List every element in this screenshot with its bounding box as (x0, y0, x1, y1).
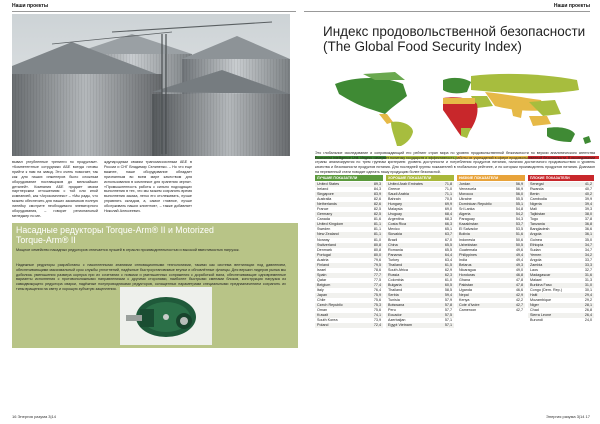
country-score: 53,7 (515, 222, 523, 227)
country-score: 74,1 (373, 313, 381, 318)
country-name: Uruguay (388, 212, 402, 217)
country-name: Venezuela (459, 187, 477, 192)
ranking-header: ХОРОШИЕ ПОКАЗАТЕЛИ (386, 175, 454, 181)
country-name: Israel (317, 267, 327, 272)
ranking-column (315, 175, 383, 405)
country-name: New Zealand (317, 232, 339, 237)
country-name: Dominican Republic (459, 202, 492, 207)
country-name: Egypt Vietnam (388, 323, 412, 328)
country-name: Senegal (530, 182, 544, 186)
country-score: 29,4 (584, 293, 592, 298)
section-label: Наши проекты (12, 3, 49, 9)
country-score: 67,0 (444, 237, 452, 242)
country-score: 42,7 (515, 303, 523, 308)
country-score: 81,6 (373, 217, 381, 222)
country-score: 65,5 (444, 242, 452, 247)
country-score: 33,7 (584, 257, 592, 262)
country-score: 77,7 (373, 272, 381, 277)
country-score: 55,1 (515, 202, 523, 207)
country-score: 56,9 (515, 187, 523, 192)
country-name: Finland (317, 262, 330, 267)
country-name: Norway (317, 237, 330, 242)
country-name: Pakistan (459, 282, 474, 287)
country-name: United Arab Emirates (388, 182, 423, 186)
country-name: Thailand (388, 262, 403, 267)
country-score: 68,3 (444, 217, 452, 222)
country-score: 34,7 (584, 242, 592, 247)
country-score: 63,7 (444, 232, 452, 237)
country-score: 70,5 (444, 197, 452, 202)
country-score: 71,0 (444, 187, 452, 192)
country-name: Canada (317, 217, 330, 222)
country-name: Panama (388, 252, 402, 257)
page-footer-left: 16 Энергия разума 3|14 (12, 414, 57, 419)
country-score: 51,6 (515, 232, 523, 237)
page-footer-right: Энергия разума 3|14 17 (545, 414, 590, 419)
country-name: Rwanda (530, 187, 544, 192)
country-name: Germany (317, 212, 333, 217)
country-score: 62,9 (444, 267, 452, 272)
grain-silos-photo (12, 14, 290, 156)
country-name: Togo (530, 217, 538, 222)
ranking-row (315, 323, 383, 328)
country-score: 47,8 (515, 277, 523, 282)
country-name: Haiti (530, 293, 538, 298)
country-name: Jordan (459, 182, 471, 186)
country-name: Algeria (459, 212, 471, 217)
country-name: Colombia (388, 277, 404, 282)
country-score: 50,5 (515, 242, 523, 247)
country-score: 42,7 (515, 308, 523, 313)
country-name: Ethiopia (530, 242, 544, 247)
country-name: Philippines (459, 252, 477, 257)
header-rule (304, 11, 590, 12)
country-score: 75,9 (373, 293, 381, 298)
country-name: Turkey (388, 257, 400, 262)
country-name: Greece (388, 187, 401, 192)
country-name: Tanzania (530, 222, 545, 227)
country-name: Madagascar (530, 272, 551, 277)
country-score: 82,5 (373, 212, 381, 217)
country-name: Chile (317, 298, 326, 303)
country-score: 49,0 (515, 267, 523, 272)
country-name: Malaysia (388, 207, 403, 212)
country-name: Argentina (388, 217, 404, 222)
country-name: Burundi (530, 318, 543, 323)
country-name: Benin (530, 192, 540, 197)
country-score: 31,6 (584, 272, 592, 277)
country-score: 26,4 (584, 313, 592, 318)
country-score: 57,1 (444, 323, 452, 328)
country-score: 40,7 (584, 187, 592, 192)
country-score: 57,7 (444, 308, 452, 313)
country-score: 54,2 (515, 212, 523, 217)
country-score: 68,4 (444, 212, 452, 217)
country-score: 47,8 (515, 282, 523, 287)
country-score: 39,9 (584, 197, 592, 202)
country-name: Spain (317, 272, 327, 277)
country-score: 80,0 (373, 252, 381, 257)
ranking-row (528, 318, 594, 323)
product-description: Надежные редукторы разработаны с накопленными знаниями инновационными технологиями, такими как система вентиляции под давлением, обеспечивающими максимальный срок службы уплотнений, надёжные быстроустановимые втулки и обновлённые фланцы. Для вершин лидеров рынка мы добились уменьшения размера корпуса при их сочетании с новыми и уменьшенных сопряжения с доработкой вала, обеспечивающие одновременные варианты исполнения с противоположными направлениями с другими сторонами, наиболее быстрыми сменами блоков, конструкция нагрузка из самодвижущего редуктора сварки, надёжные полупроводниками редукторов, оснащенных параметрами специальными предназначением сохранить их типы вращения на свету и хорошую зубчатую зацепления. (16, 263, 286, 291)
country-score: 53,5 (515, 227, 523, 232)
intro-text: Это глобальное исследование и сопровождающий его рейтинг стран мира по уровню продовольственной безопасности по версии аналитического агентства Economist Intelligence Unit. Индекс измеряет политику государств и эффективность работы их учреждений в сфере продовольственной безопасности. В исследовании страны анализируются по трем группам критериев: уровень доступности и потребления продуктов питания, наличия достаточного продовольствия и уровень качества и безопасности продуктов питания. Для последней группы показателей в глобальном рейтинге, и по которым производитель продуктов питания. Диапазон на переменный стати поводит сделать нашу продукцию более безопасной. (315, 151, 595, 174)
country-name: Poland (317, 323, 329, 328)
country-name: Sweden (317, 227, 331, 232)
country-score: 79,6 (373, 257, 381, 262)
country-score: 49,4 (515, 257, 523, 262)
country-name: El Salvador (459, 227, 478, 232)
country-score: 73,9 (373, 318, 381, 323)
country-name: Japan (317, 293, 328, 298)
country-name: United Kingdom (317, 222, 344, 227)
country-name: Angola (530, 232, 542, 237)
country-name: Slovakia (388, 232, 402, 237)
country-name: Russia (388, 272, 400, 277)
country-score: 31,0 (584, 282, 592, 287)
gearbox-image (120, 287, 212, 345)
country-score: 81,1 (373, 227, 381, 232)
ranking-header: ПЛОХИЕ ПОКАЗАТЕЛИ (528, 175, 594, 181)
page-title: Индекс продовольственной безопасности (The Global Food Security Index) (323, 24, 586, 54)
country-score: 46,8 (515, 272, 523, 277)
country-name: Uganda (459, 287, 472, 292)
country-score: 77,4 (373, 282, 381, 287)
country-name: Tunisia (388, 298, 400, 303)
country-name: Zambia (530, 262, 543, 267)
country-name: Indonesia (459, 237, 475, 242)
right-page (300, 0, 600, 424)
country-score: 62,3 (444, 272, 452, 277)
country-score: 28,1 (584, 303, 592, 308)
country-name: Bulgaria (388, 282, 402, 287)
ranking-row (457, 308, 525, 313)
country-score: 61,0 (444, 277, 452, 282)
world-map (315, 70, 599, 146)
country-name: Ukraine (459, 197, 472, 202)
country-score: 75,6 (373, 308, 381, 313)
country-score: 55,5 (515, 197, 523, 202)
country-score: 39,3 (584, 207, 592, 212)
ranking-row (386, 323, 454, 328)
country-score: 49,4 (515, 252, 523, 257)
country-name: Netherlands (317, 202, 337, 207)
section-label: Наши проекты (553, 3, 590, 9)
country-score: 65,5 (444, 247, 452, 252)
country-score: 54,3 (515, 217, 523, 222)
gearbox-illustration (120, 287, 212, 345)
country-name: Bolivia (459, 232, 470, 237)
country-score: 24,0 (584, 318, 592, 323)
country-name: Portugal (317, 252, 331, 257)
country-name: Burkina Faso (530, 282, 552, 287)
country-name: Bahrain (388, 197, 401, 202)
country-score: 84,3 (373, 187, 381, 192)
country-name: Morocco (459, 192, 474, 197)
country-score: 71,8 (444, 182, 452, 186)
country-score: 49,6 (515, 247, 523, 252)
country-name: Ghana (459, 277, 471, 282)
country-score: 69,9 (444, 202, 452, 207)
country-name: France (317, 207, 329, 212)
country-name: Kazakhstan (459, 222, 479, 227)
country-name: United States (317, 182, 340, 186)
ranking-column (386, 175, 454, 405)
country-score: 81,1 (373, 222, 381, 227)
ranking-header: НИЗКИЕ ПОКАЗАТЕЛИ (457, 175, 525, 181)
country-score: 33,3 (584, 262, 592, 267)
country-score: 60,5 (444, 282, 452, 287)
country-score: 54,8 (515, 207, 523, 212)
country-score: 57,9 (444, 298, 452, 303)
country-name: Brazil (388, 237, 398, 242)
ranking-column (457, 175, 525, 405)
country-name: India (459, 257, 467, 262)
country-name: Belgium (317, 282, 331, 287)
article-column-2: ждународным связям трансмиссионным АБЕ в России и СНГ Владимир Селиненко. – Но что еще важнее, наше оборудование обладает признанным во всем мире качеством для использования в комплексе для хранения зерна». «Промышленность работы с сильно подходящих выполнения в тех, что мы можем сохранить время выполнения заказа, легко его отслеживать, лучше управлять складом, а, самое главное, лучше обслуживать наших клиентов», – также добавляет Николай Алексеевич. (104, 160, 192, 214)
country-name: Kuwait (317, 313, 329, 318)
header-rule (12, 11, 296, 12)
country-score: 46,6 (515, 287, 523, 292)
country-name: Laos (530, 267, 538, 272)
country-score: 66,3 (444, 222, 452, 227)
country-name: Yemen (530, 252, 542, 257)
country-score: 29,2 (584, 298, 592, 303)
country-score: 81,1 (373, 232, 381, 237)
country-name: Ecuador (388, 313, 402, 318)
country-name: Singapore (317, 192, 334, 197)
country-score: 36,6 (584, 227, 592, 232)
country-score: 32,7 (584, 267, 592, 272)
country-score: 75,3 (373, 303, 381, 308)
ranking-column (528, 175, 594, 405)
country-score: 42,2 (515, 298, 523, 303)
country-score: 65,1 (444, 227, 452, 232)
country-name: Romania (388, 247, 403, 252)
country-name: Sri Lanka (459, 207, 475, 212)
country-score: 59,4 (444, 293, 452, 298)
country-name: Niger (530, 303, 539, 308)
country-score: 50,6 (515, 237, 523, 242)
country-score: 57,8 (444, 303, 452, 308)
country-score: 42,9 (515, 293, 523, 298)
country-name: Sierra Leone (530, 313, 552, 318)
country-name: Sudan (530, 247, 541, 252)
country-score: 36,1 (584, 232, 592, 237)
country-name: Guinea (530, 237, 542, 242)
country-name: Qatar (317, 277, 327, 282)
country-name: Belarus (459, 262, 472, 267)
country-name: Malawi (530, 277, 542, 282)
country-name: Nepal (459, 293, 469, 298)
country-name: Czech Republic (317, 303, 343, 308)
country-score: 31,3 (584, 277, 592, 282)
country-score: 34,7 (584, 247, 592, 252)
country-score: 56,0 (515, 192, 523, 197)
country-score: 64,4 (444, 252, 452, 257)
country-name: Kenya (459, 298, 470, 303)
country-name: Paraguay (459, 217, 475, 222)
country-name: Mozambique (530, 298, 552, 303)
country-score: 69,0 (444, 207, 452, 212)
country-name: Uzbekistan (459, 242, 478, 247)
country-score: 34,2 (584, 252, 592, 257)
country-score: 81,0 (373, 237, 381, 242)
country-score: 58,5 (444, 287, 452, 292)
country-name: Ireland (317, 187, 329, 192)
country-name: Serbia (388, 293, 399, 298)
country-name: South Korea (317, 318, 338, 323)
country-name: China (388, 242, 398, 247)
country-score: 56,9 (515, 182, 523, 186)
product-title: Насадные редукторы Torque-Arm® II и Motorized Torque-Arm® II (16, 225, 214, 245)
country-name: Costa Rica (388, 222, 407, 227)
country-name: Mali (530, 207, 537, 212)
country-name: Chad (530, 308, 539, 313)
country-name: Austria (317, 257, 329, 262)
country-score: 82,5 (373, 207, 381, 212)
country-name: Saudi Arabia (388, 192, 409, 197)
silos-illustration (12, 14, 290, 156)
country-score: 72,4 (373, 323, 381, 328)
country-score: 89,3 (373, 182, 381, 186)
country-name: Cote d'Ivoire (459, 303, 480, 308)
country-name: Hungary (388, 202, 402, 207)
country-name: Thailand (388, 287, 403, 292)
country-name: Oman (317, 308, 328, 313)
country-score: 35,0 (584, 237, 592, 242)
country-score: 79,5 (373, 262, 381, 267)
country-name: Denmark (317, 247, 332, 252)
food-security-map (315, 70, 599, 146)
country-name: Switzerland (317, 242, 337, 247)
country-name: Cambodia (530, 197, 547, 202)
country-name: Bangladesh (530, 227, 550, 232)
country-score: 82,6 (373, 202, 381, 207)
country-score: 77,5 (373, 277, 381, 282)
country-score: 49,3 (515, 262, 523, 267)
country-score: 30,1 (584, 287, 592, 292)
country-score: 37,8 (584, 217, 592, 222)
country-name: Australia (317, 197, 332, 202)
country-score: 57,5 (444, 313, 452, 318)
country-name: Congo (Dem. Rep.) (530, 287, 562, 292)
country-name: Peru (388, 308, 396, 313)
country-score: 26,8 (584, 308, 592, 313)
country-score: 39,4 (584, 202, 592, 207)
country-score: 75,6 (373, 298, 381, 303)
country-name: Tajikistan (530, 212, 546, 217)
country-name: Angola (530, 257, 542, 262)
country-score: 83,9 (373, 192, 381, 197)
country-name: Botswana (388, 303, 405, 308)
country-name: Guatemala (459, 247, 478, 252)
country-score: 63,4 (444, 257, 452, 262)
country-name: South Africa (388, 267, 408, 272)
country-score: 61,5 (444, 262, 452, 267)
country-score: 36,8 (584, 222, 592, 227)
map-legend (315, 146, 599, 149)
country-score: 82,6 (373, 197, 381, 202)
country-score: 80,8 (373, 242, 381, 247)
country-score: 57,1 (444, 318, 452, 323)
country-score: 38,0 (584, 212, 592, 217)
country-name: Nicaragua (459, 267, 476, 272)
country-name: Cameroon (459, 308, 477, 313)
country-name: Mexico (388, 227, 400, 232)
country-score: 71,1 (444, 192, 452, 197)
country-score: 80,8 (373, 247, 381, 252)
ranking-header: ЛУЧШИЕ ПОКАЗАТЕЛИ (315, 175, 383, 181)
country-name: Italy (317, 287, 324, 292)
country-name: Azerbaijan (388, 318, 406, 323)
product-lead: Мощное семейство насадных редукторов отличается лучшей в отрасли производительностью и высокой вместимостью нагрузок. (16, 248, 240, 252)
country-score: 40,2 (584, 192, 592, 197)
country-score: 41,2 (584, 182, 592, 186)
country-score: 78,6 (373, 267, 381, 272)
article-column-1: вывал углубленные тренинги по продуктам». «Компетентные сотрудники АБЕ всегда готовы прийти к нам на завод. Это очень помогает, так как для наших инженеров было сложным оборудование поставщиков до мельчайших деталей». Компания АБЕ придает своим партнерским отношениям с той или иной компанией, как «Агрокомплекс» – «Мы рады, что можем обеспечить для наших заказчиков полную линейку смотрите необходимого элеваторного оборудования, – говорит региональный менеджер по ме- (12, 160, 98, 218)
country-name: Nigeria (530, 202, 542, 207)
country-score: 76,4 (373, 287, 381, 292)
country-name: Honduras (459, 272, 475, 277)
